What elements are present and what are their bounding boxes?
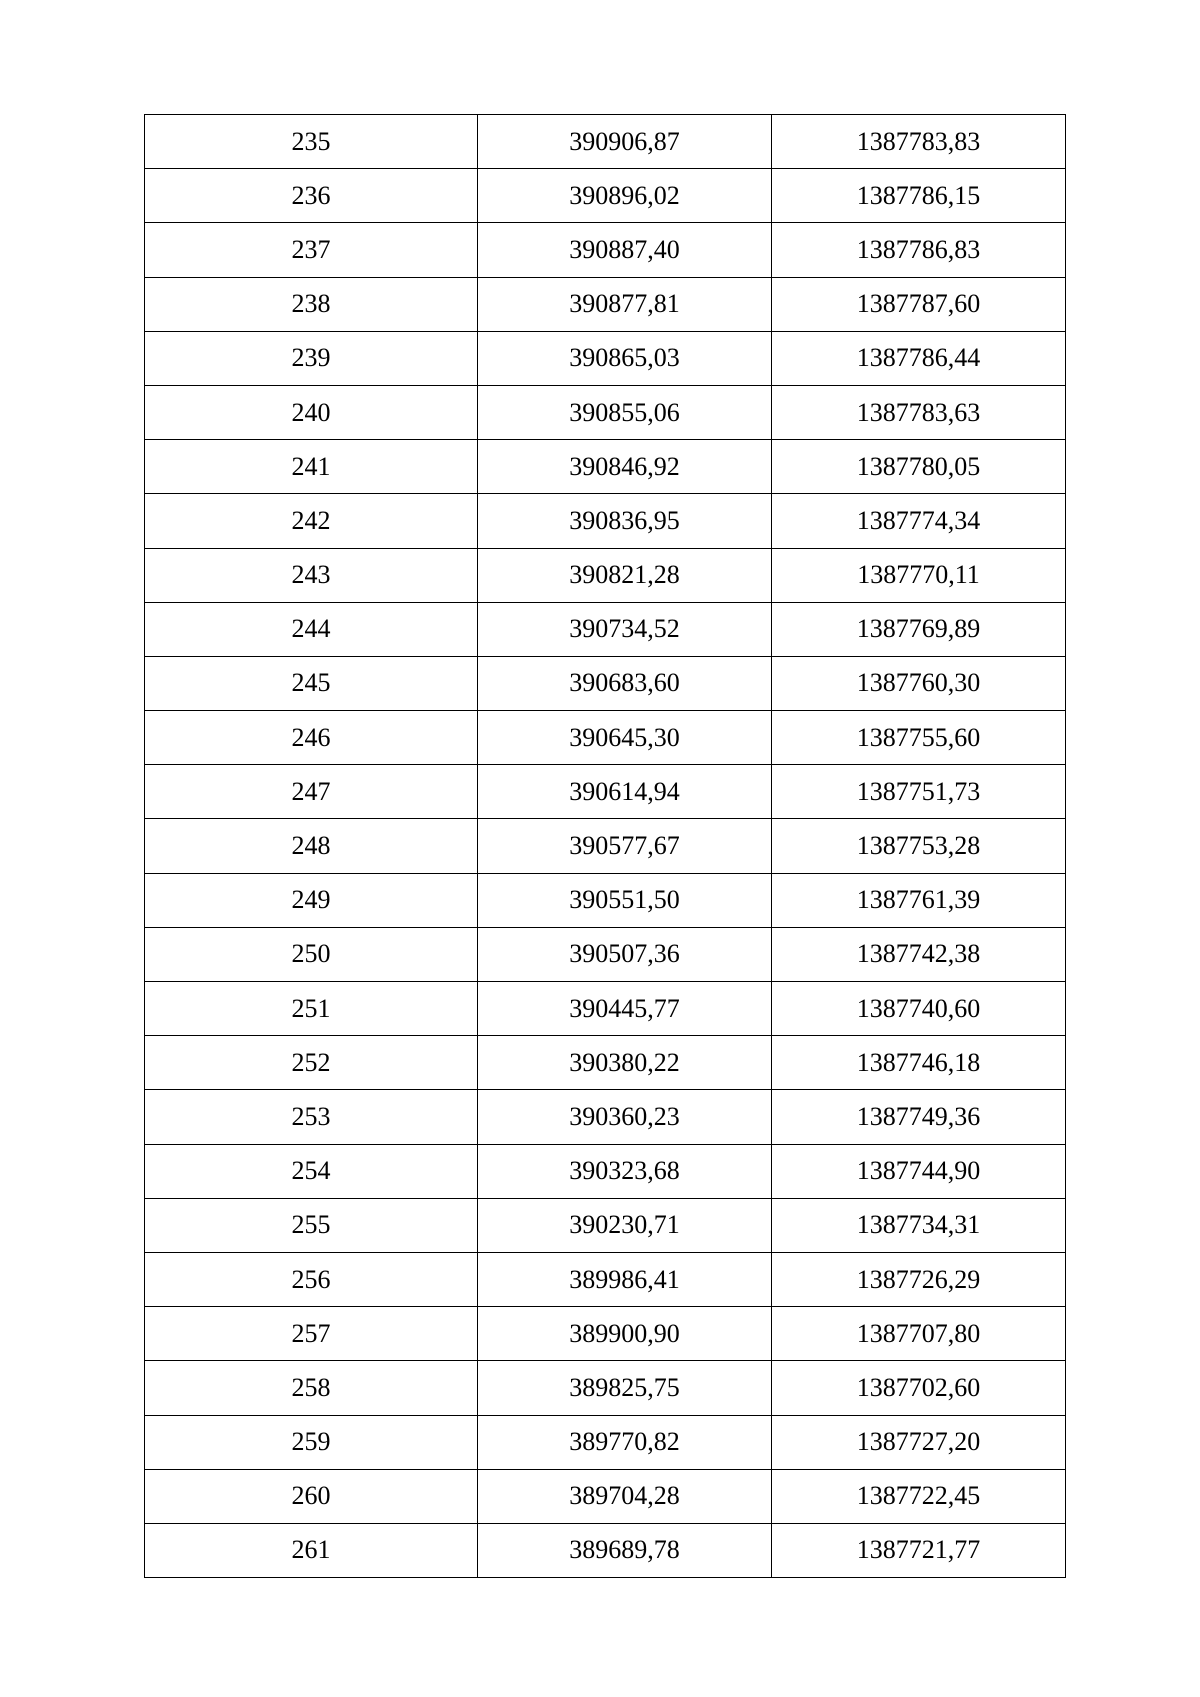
y-coordinate-cell: 1387774,34 <box>772 494 1066 548</box>
x-coordinate-cell: 389689,78 <box>478 1523 772 1577</box>
table-row <box>145 494 1066 548</box>
y-coordinate-cell: 1387760,30 <box>772 656 1066 710</box>
y-coordinate-cell: 1387726,29 <box>772 1252 1066 1306</box>
y-coordinate-cell: 1387753,28 <box>772 819 1066 873</box>
x-coordinate-cell: 390507,36 <box>478 927 772 981</box>
y-coordinate-cell: 1387786,44 <box>772 331 1066 385</box>
y-coordinate-cell: 1387742,38 <box>772 927 1066 981</box>
y-coordinate-cell: 1387755,60 <box>772 711 1066 765</box>
table-row <box>145 711 1066 765</box>
table-row <box>145 1469 1066 1523</box>
x-coordinate-cell: 390896,02 <box>478 169 772 223</box>
table-row <box>145 115 1066 169</box>
x-coordinate-cell: 390360,23 <box>478 1090 772 1144</box>
y-coordinate-cell: 1387780,05 <box>772 440 1066 494</box>
x-coordinate-cell: 390551,50 <box>478 873 772 927</box>
x-coordinate-cell: 389704,28 <box>478 1469 772 1523</box>
y-coordinate-cell: 1387749,36 <box>772 1090 1066 1144</box>
table-row <box>145 873 1066 927</box>
y-coordinate-cell: 1387727,20 <box>772 1415 1066 1469</box>
table-row <box>145 548 1066 602</box>
x-coordinate-cell: 390734,52 <box>478 602 772 656</box>
point-number-cell: 249 <box>145 873 478 927</box>
coordinates-table <box>144 114 1066 1578</box>
x-coordinate-cell: 390855,06 <box>478 385 772 439</box>
coordinates-table-body <box>145 115 1066 1578</box>
table-row <box>145 982 1066 1036</box>
y-coordinate-cell: 1387770,11 <box>772 548 1066 602</box>
x-coordinate-cell: 390887,40 <box>478 223 772 277</box>
point-number-cell: 235 <box>145 115 478 169</box>
point-number-cell: 256 <box>145 1252 478 1306</box>
table-row <box>145 765 1066 819</box>
table-row <box>145 927 1066 981</box>
point-number-cell: 248 <box>145 819 478 873</box>
x-coordinate-cell: 389900,90 <box>478 1307 772 1361</box>
x-coordinate-cell: 390230,71 <box>478 1198 772 1252</box>
y-coordinate-cell: 1387786,83 <box>772 223 1066 277</box>
point-number-cell: 236 <box>145 169 478 223</box>
x-coordinate-cell: 389986,41 <box>478 1252 772 1306</box>
point-number-cell: 245 <box>145 656 478 710</box>
table-row <box>145 1523 1066 1577</box>
table-row <box>145 602 1066 656</box>
y-coordinate-cell: 1387783,63 <box>772 385 1066 439</box>
y-coordinate-cell: 1387787,60 <box>772 277 1066 331</box>
point-number-cell: 253 <box>145 1090 478 1144</box>
point-number-cell: 258 <box>145 1361 478 1415</box>
point-number-cell: 250 <box>145 927 478 981</box>
table-row <box>145 1144 1066 1198</box>
point-number-cell: 255 <box>145 1198 478 1252</box>
x-coordinate-cell: 390323,68 <box>478 1144 772 1198</box>
table-row <box>145 1415 1066 1469</box>
table-row <box>145 1036 1066 1090</box>
table-row <box>145 1361 1066 1415</box>
table-row <box>145 1090 1066 1144</box>
y-coordinate-cell: 1387751,73 <box>772 765 1066 819</box>
point-number-cell: 261 <box>145 1523 478 1577</box>
point-number-cell: 243 <box>145 548 478 602</box>
y-coordinate-cell: 1387707,80 <box>772 1307 1066 1361</box>
x-coordinate-cell: 390645,30 <box>478 711 772 765</box>
y-coordinate-cell: 1387722,45 <box>772 1469 1066 1523</box>
point-number-cell: 260 <box>145 1469 478 1523</box>
point-number-cell: 259 <box>145 1415 478 1469</box>
x-coordinate-cell: 390821,28 <box>478 548 772 602</box>
y-coordinate-cell: 1387702,60 <box>772 1361 1066 1415</box>
x-coordinate-cell: 389825,75 <box>478 1361 772 1415</box>
y-coordinate-cell: 1387769,89 <box>772 602 1066 656</box>
x-coordinate-cell: 389770,82 <box>478 1415 772 1469</box>
table-row <box>145 1252 1066 1306</box>
point-number-cell: 247 <box>145 765 478 819</box>
y-coordinate-cell: 1387744,90 <box>772 1144 1066 1198</box>
table-row <box>145 223 1066 277</box>
x-coordinate-cell: 390577,67 <box>478 819 772 873</box>
table-row <box>145 331 1066 385</box>
x-coordinate-cell: 390865,03 <box>478 331 772 385</box>
y-coordinate-cell: 1387734,31 <box>772 1198 1066 1252</box>
point-number-cell: 241 <box>145 440 478 494</box>
point-number-cell: 251 <box>145 982 478 1036</box>
point-number-cell: 257 <box>145 1307 478 1361</box>
point-number-cell: 254 <box>145 1144 478 1198</box>
x-coordinate-cell: 390836,95 <box>478 494 772 548</box>
table-row <box>145 440 1066 494</box>
y-coordinate-cell: 1387740,60 <box>772 982 1066 1036</box>
table-row <box>145 277 1066 331</box>
x-coordinate-cell: 390906,87 <box>478 115 772 169</box>
table-row <box>145 1198 1066 1252</box>
table-row <box>145 819 1066 873</box>
point-number-cell: 238 <box>145 277 478 331</box>
x-coordinate-cell: 390614,94 <box>478 765 772 819</box>
point-number-cell: 240 <box>145 385 478 439</box>
x-coordinate-cell: 390445,77 <box>478 982 772 1036</box>
point-number-cell: 237 <box>145 223 478 277</box>
point-number-cell: 252 <box>145 1036 478 1090</box>
x-coordinate-cell: 390380,22 <box>478 1036 772 1090</box>
x-coordinate-cell: 390683,60 <box>478 656 772 710</box>
table-row <box>145 169 1066 223</box>
point-number-cell: 239 <box>145 331 478 385</box>
point-number-cell: 242 <box>145 494 478 548</box>
y-coordinate-cell: 1387761,39 <box>772 873 1066 927</box>
x-coordinate-cell: 390877,81 <box>478 277 772 331</box>
table-row <box>145 1307 1066 1361</box>
table-row <box>145 385 1066 439</box>
y-coordinate-cell: 1387786,15 <box>772 169 1066 223</box>
point-number-cell: 246 <box>145 711 478 765</box>
x-coordinate-cell: 390846,92 <box>478 440 772 494</box>
table-row <box>145 656 1066 710</box>
point-number-cell: 244 <box>145 602 478 656</box>
y-coordinate-cell: 1387746,18 <box>772 1036 1066 1090</box>
y-coordinate-cell: 1387783,83 <box>772 115 1066 169</box>
y-coordinate-cell: 1387721,77 <box>772 1523 1066 1577</box>
